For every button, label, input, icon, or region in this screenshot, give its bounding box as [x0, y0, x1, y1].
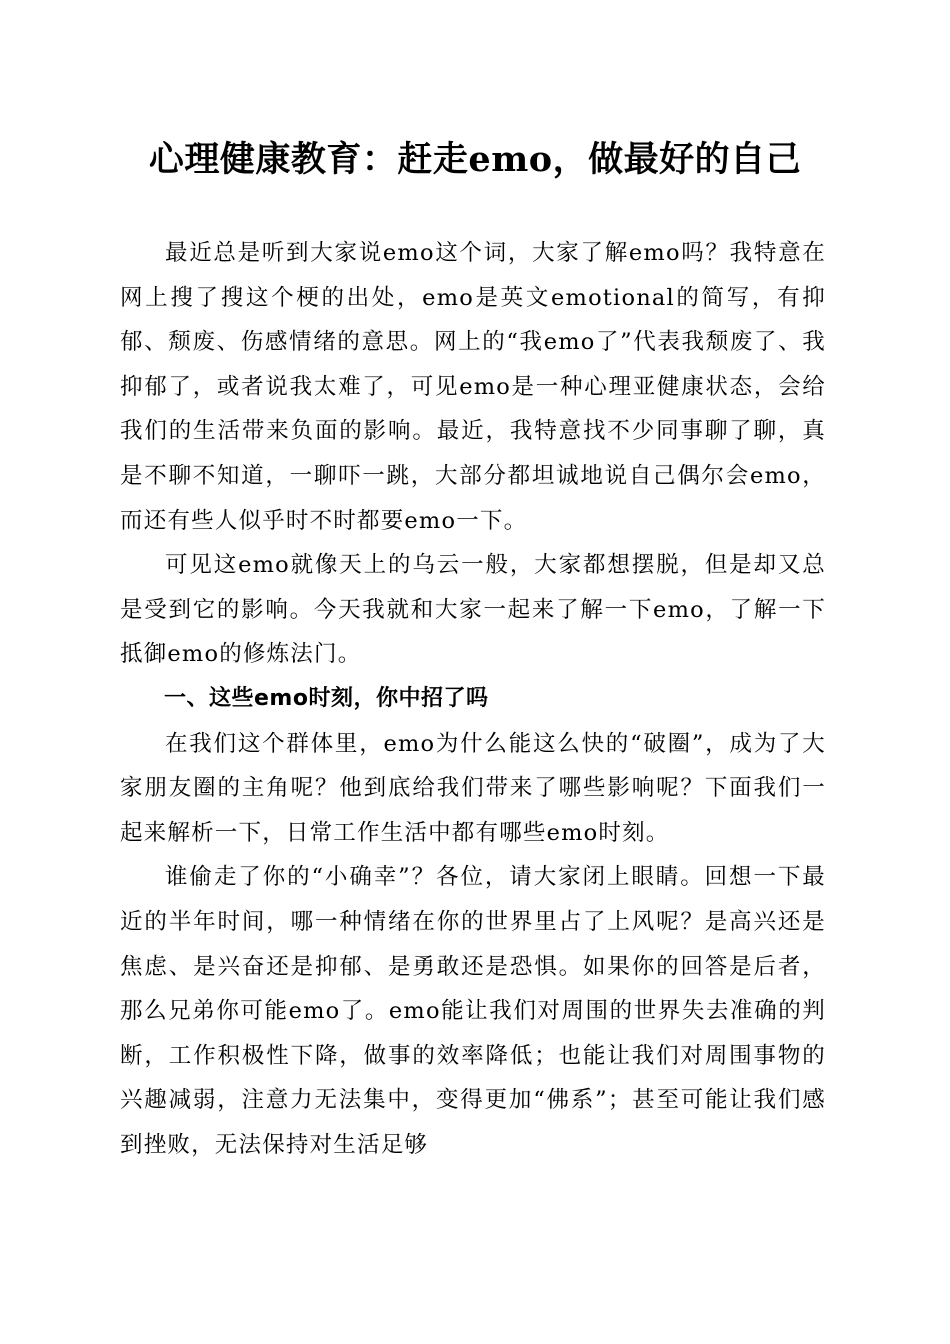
paragraph-transition: 可见这emo就像天上的乌云一般，大家都想摆脱，但是却又总是受到它的影响。今天我就和大家一起来了解一下emo，了解一下抵御emo的修炼法门。: [120, 552, 826, 668]
document-body: [120, 231, 826, 1167]
paragraph-section-1: 在我们这个群体里，emo为什么能这么快的“破圈”，成为了大家朋友圈的主角呢？他到底给我们带来了哪些影响呢？下面我们一起来解析一下，日常工作生活中都有哪些emo时刻。: [120, 730, 826, 846]
paragraph-intro: 最近总是听到大家说emo这个词，大家了解emo吗？我特意在网上搜了搜这个梗的出处，emo是英文emotional的简写，有抑郁、颓废、伤感情绪的意思。网上的“我emo了”代表我颓废了、我抑郁了，或者说我太难了，可见emo是一种心理亚健康状态，会给我们的生活带来负面的影响。最近，我特意找不少同事聊了聊，真是不聊不知道，一聊吓一跳，大部分都坦诚地说自己偶尔会emo，而还有些人似乎时不时都要emo一下。: [120, 240, 826, 534]
document-title: 心理健康教育：赶走emo，做最好的自己: [148, 139, 802, 180]
paragraph-section-2: 谁偷走了你的“小确幸”？各位，请大家闭上眼睛。回想一下最近的半年时间，哪一种情绪在你的世界里占了上风呢？是高兴还是焦虑、是兴奋还是抑郁、是勇敢还是恐惧。如果你的回答是后者，那么兄弟你可能emo了。emo能让我们对周围的世界失去准确的判断，工作积极性下降，做事的效率降低；也能让我们对周围事物的兴趣减弱，注意力无法集中，变得更加“佛系”；甚至可能让我们感到挫败，无法保持对生活足够: [120, 864, 826, 1158]
section-heading: 一、这些emo时刻，你中招了吗: [164, 685, 489, 711]
